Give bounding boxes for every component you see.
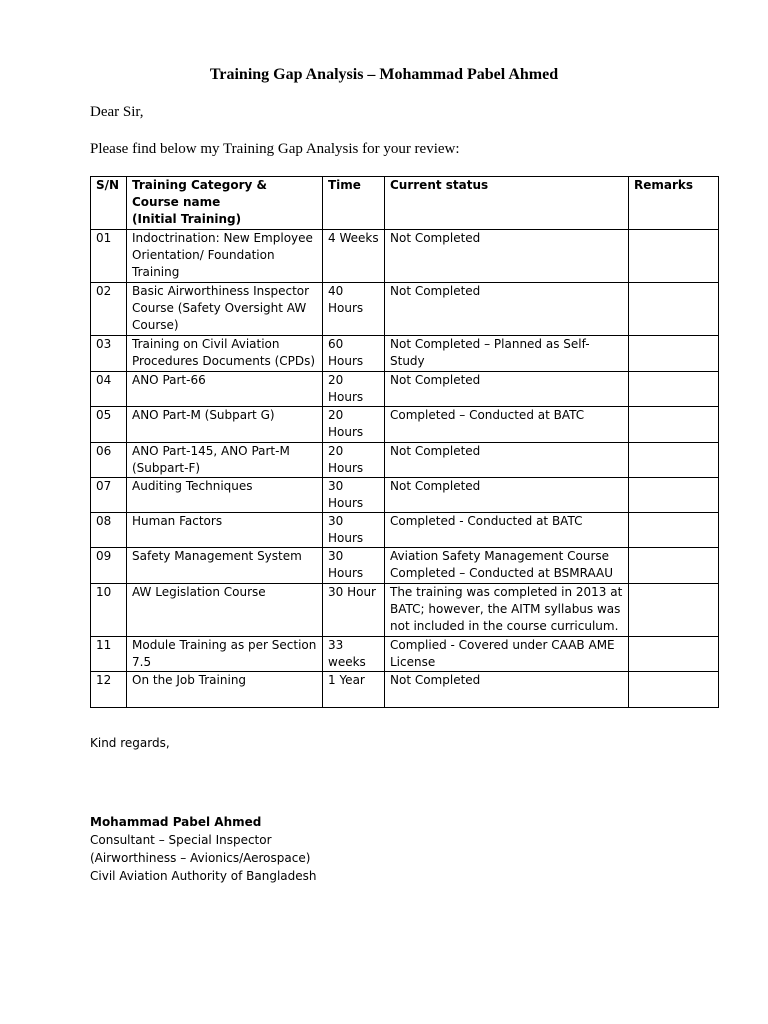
training-gap-table [90,176,719,708]
cell-course: On the Job Training [127,672,323,708]
cell-time: 20 Hours [323,372,385,407]
cell-time: 1 Year [323,672,385,708]
signature-name: Mohammad Pabel Ahmed [90,815,262,829]
table-row [91,478,719,513]
cell-remarks [629,672,719,708]
cell-status: Completed – Conducted at BATC [385,407,629,443]
cell-course: ANO Part-M (Subpart G) [127,407,323,443]
cell-sn: 04 [91,372,127,407]
cell-remarks [629,372,719,407]
cell-remarks [629,513,719,548]
cell-course: Indoctrination: New Employee Orientation/ Foundation Training [127,230,323,283]
header-training-category [127,177,323,230]
cell-time: 30 Hours [323,548,385,584]
cell-time: 40 Hours [323,283,385,336]
cell-status: Not Completed [385,443,629,478]
cell-sn: 06 [91,443,127,478]
cell-time: 20 Hours [323,443,385,478]
cell-remarks [629,336,719,372]
table-row [91,336,719,372]
cell-sn: 08 [91,513,127,548]
header-current-status: Current status [385,177,629,230]
cell-status: Complied - Covered under CAAB AME License [385,637,629,672]
cell-status: Not Completed [385,478,629,513]
signature-organization: Civil Aviation Authority of Bangladesh [90,869,317,883]
intro-text: Please find below my Training Gap Analysis for your review: [90,141,460,157]
cell-course: AW Legislation Course [127,584,323,637]
table-row [91,283,719,336]
cell-remarks [629,283,719,336]
cell-course: Auditing Techniques [127,478,323,513]
header-sn: S/N [91,177,127,230]
signature-block [90,813,316,885]
cell-status: Not Completed [385,230,629,283]
cell-time: 30 Hour [323,584,385,637]
cell-sn: 12 [91,672,127,708]
cell-remarks [629,407,719,443]
cell-remarks [629,584,719,637]
signature-department: (Airworthiness – Avionics/Aerospace) [90,851,311,865]
cell-course: Human Factors [127,513,323,548]
cell-course: Training on Civil Aviation Procedures Documents (CPDs) [127,336,323,372]
cell-time: 60 Hours [323,336,385,372]
cell-time: 33 weeks [323,637,385,672]
cell-sn: 02 [91,283,127,336]
cell-sn: 09 [91,548,127,584]
signature-position: Consultant – Special Inspector [90,833,272,847]
cell-status: Not Completed [385,372,629,407]
cell-status: Not Completed [385,283,629,336]
cell-time: 30 Hours [323,513,385,548]
table-row [91,513,719,548]
table-body [91,230,719,708]
table-header-row [91,177,719,230]
cell-sn: 11 [91,637,127,672]
cell-sn: 10 [91,584,127,637]
cell-remarks [629,230,719,283]
cell-status: Completed - Conducted at BATC [385,513,629,548]
cell-time: 30 Hours [323,478,385,513]
closing-text: Kind regards, [90,736,170,750]
cell-remarks [629,443,719,478]
header-category-title: Training Category & Course name [132,178,267,209]
document-title: Training Gap Analysis – Mohammad Pabel Ahmed [209,66,559,83]
table-row [91,672,719,708]
cell-course: ANO Part-66 [127,372,323,407]
table-row [91,407,719,443]
cell-remarks [629,478,719,513]
table-row [91,230,719,283]
header-remarks: Remarks [629,177,719,230]
salutation: Dear Sir, [90,104,144,120]
cell-remarks [629,637,719,672]
table-row [91,372,719,407]
cell-time: 4 Weeks [323,230,385,283]
header-time: Time [323,177,385,230]
cell-course: ANO Part-145, ANO Part-M (Subpart-F) [127,443,323,478]
cell-sn: 07 [91,478,127,513]
cell-course: Module Training as per Section 7.5 [127,637,323,672]
cell-status: Aviation Safety Management Course Completed – Conducted at BSMRAAU [385,548,629,584]
table-row [91,443,719,478]
cell-sn: 05 [91,407,127,443]
cell-course: Basic Airworthiness Inspector Course (Safety Oversight AW Course) [127,283,323,336]
cell-remarks [629,548,719,584]
cell-status: The training was completed in 2013 at BATC; however, the AITM syllabus was not included in the course curriculum. [385,584,629,637]
header-category-subtitle: (Initial Training) [132,212,242,226]
cell-status: Not Completed [385,672,629,708]
table-row [91,548,719,584]
cell-sn: 03 [91,336,127,372]
table-row [91,584,719,637]
cell-time: 20 Hours [323,407,385,443]
cell-status: Not Completed – Planned as Self-Study [385,336,629,372]
table-row [91,637,719,672]
cell-course: Safety Management System [127,548,323,584]
cell-sn: 01 [91,230,127,283]
